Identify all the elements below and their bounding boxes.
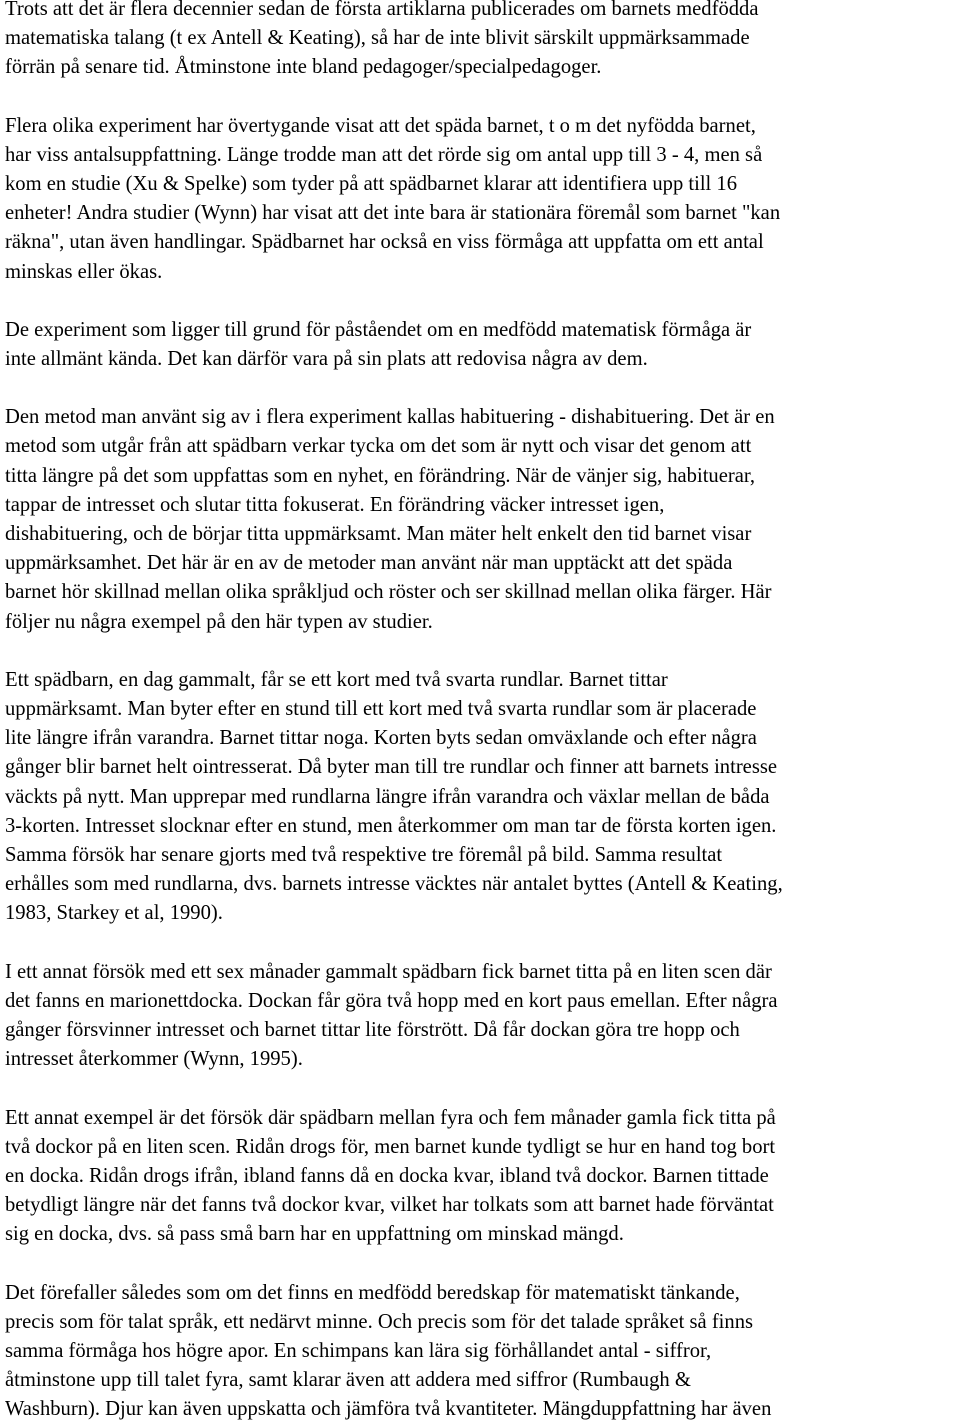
text-line: 3-korten. Intresset slocknar efter en stund, men återkommer om man tar de första korten igen. bbox=[5, 814, 777, 837]
text-line: inte allmänt kända. Det kan därför vara på sin plats att redovisa några av dem. bbox=[5, 348, 648, 371]
paragraph-dot-card-experiment bbox=[5, 666, 955, 929]
paragraph-doll-subtraction-experiment bbox=[5, 1104, 955, 1250]
text-line: gånger blir barnet helt ointresserat. Då byter man till tre rundlar och finner att barnets intresse bbox=[5, 756, 777, 779]
paragraph-experiments-overview bbox=[5, 112, 955, 287]
text-line: uppmärksamt. Man byter efter en stund till ett kort med två svarta rundlar som är placerade bbox=[5, 698, 757, 721]
text-line: uppmärksamhet. Det här är en av de metoder man använt när man upptäckt att det späda bbox=[5, 552, 733, 575]
text-line: De experiment som ligger till grund för påståendet om en medfödd matematisk förmåga är bbox=[5, 318, 752, 341]
paragraph-puppet-experiment bbox=[5, 958, 955, 1075]
text-line: kom en studie (Xu & Spelke) som tyder på att spädbarnet klarar att identifiera upp till 16 bbox=[5, 173, 738, 196]
text-line: förrän på senare tid. Åtminstone inte bland pedagoger/specialpedagoger. bbox=[5, 56, 602, 79]
text-line: dishabituering, och de börjar titta uppmärksamt. Man mäter helt enkelt den tid barnet visar bbox=[5, 523, 752, 546]
text-line: intresset återkommer (Wynn, 1995). bbox=[5, 1048, 303, 1071]
text-line: Flera olika experiment har övertygande visat att det späda barnet, t o m det nyfödda barnet, bbox=[5, 114, 756, 137]
text-line: Ett annat exempel är det försök där spädbarn mellan fyra och fem månader gamla fick titta på bbox=[5, 1106, 776, 1129]
text-line: Ett spädbarn, en dag gammalt, får se ett kort med två svarta rundlar. Barnet tittar bbox=[5, 668, 668, 691]
text-line: minskas eller ökas. bbox=[5, 260, 163, 283]
text-line: Samma försök har senare gjorts med två respektive tre föremål på bild. Samma resultat bbox=[5, 844, 723, 867]
document-page bbox=[5, 0, 955, 1426]
text-line: barnet hör skillnad mellan olika språkljud och röster och ser skillnad mellan olika färger. Här bbox=[5, 581, 772, 604]
text-line: åtminstone upp till talet fyra, samt klarar även att addera med siffror (Rumbaugh & bbox=[5, 1369, 691, 1392]
text-line: lite längre ifrån varandra. Barnet tittar noga. Korten byts sedan omväxlande och efter några bbox=[5, 727, 757, 750]
text-line: precis som för talat språk, ett nedärvt minne. Och precis som för det talade språket så finns bbox=[5, 1310, 754, 1333]
text-line: tappar de intresset och slutar titta fokuserat. En förändring väcker intresset igen, bbox=[5, 493, 665, 516]
text-line: Washburn). Djur kan även uppskatta och jämföra två kvantiteter. Mängduppfattning har även bbox=[5, 1398, 772, 1421]
text-line: gånger försvinner intresset och barnet tittar lite förstrött. Då får dockan göra tre hopp och bbox=[5, 1019, 740, 1042]
paragraph-habituation-method bbox=[5, 403, 955, 637]
text-line: väckts på nytt. Man upprepar med rundlarna längre ifrån varandra och växlar mellan de båda bbox=[5, 785, 770, 808]
text-line: samma förmåga hos högre apor. En schimpans kan lära sig förhållandet antal - siffror, bbox=[5, 1339, 712, 1362]
text-line: två dockor på en liten scen. Ridån drogs för, men barnet kunde tydligt se hur en hand tog bort bbox=[5, 1135, 776, 1158]
text-line: sig en docka, dvs. så pass små barn har en uppfattning om minskad mängd. bbox=[5, 1223, 624, 1246]
text-line: Den metod man använt sig av i flera experiment kallas habituering - dishabituering. Det är en bbox=[5, 406, 775, 429]
paragraph-experiment-basis bbox=[5, 316, 955, 374]
text-line: betydligt längre när det fanns två dockor kvar, vilket har tolkats som att barnet hade förväntat bbox=[5, 1194, 774, 1217]
text-line: räkna", utan även handlingar. Spädbarnet har också en viss förmåga att uppfatta om ett antal bbox=[5, 231, 764, 254]
text-line: metod som utgår från att spädbarn verkar tycka om det som är nytt och visar det genom att bbox=[5, 435, 752, 458]
text-line: I ett annat försök med ett sex månader gammalt spädbarn fick barnet titta på en liten scen där bbox=[5, 960, 772, 983]
text-line: Trots att det är flera decennier sedan de första artiklarna publicerades om barnets medfödda bbox=[5, 0, 759, 20]
text-line: det fanns en marionettdocka. Dockan får göra två hopp med en kort paus emellan. Efter några bbox=[5, 989, 778, 1012]
text-line: 1983, Starkey et al, 1990). bbox=[5, 902, 223, 925]
text-line: matematiska talang (t ex Antell & Keating), så har de inte blivit särskilt uppmärksammade bbox=[5, 27, 750, 50]
text-line: titta längre på det som uppfattas som en nyhet, en förändring. När de vänjer sig, habituerar, bbox=[5, 464, 756, 487]
text-line: Det förefaller således som om det finns en medfödd beredskap för matematiskt tänkande, bbox=[5, 1281, 740, 1304]
paragraph-intro bbox=[5, 0, 955, 83]
text-line: en docka. Ridån drogs ifrån, ibland fanns då en docka kvar, ibland två dockor. Barnen tittade bbox=[5, 1164, 769, 1187]
paragraph-innate-readiness bbox=[5, 1279, 955, 1425]
text-line: har viss antalsuppfattning. Länge trodde man att det rörde sig om antal upp till 3 - 4, men så bbox=[5, 143, 763, 166]
text-line: erhålles som med rundlarna, dvs. barnets intresse väcktes när antalet byttes (Antell & Keating, bbox=[5, 873, 783, 896]
text-line: följer nu några exempel på den här typen av studier. bbox=[5, 610, 433, 633]
text-line: enheter! Andra studier (Wynn) har visat att det inte bara är stationära föremål som barnet "kan bbox=[5, 202, 781, 225]
